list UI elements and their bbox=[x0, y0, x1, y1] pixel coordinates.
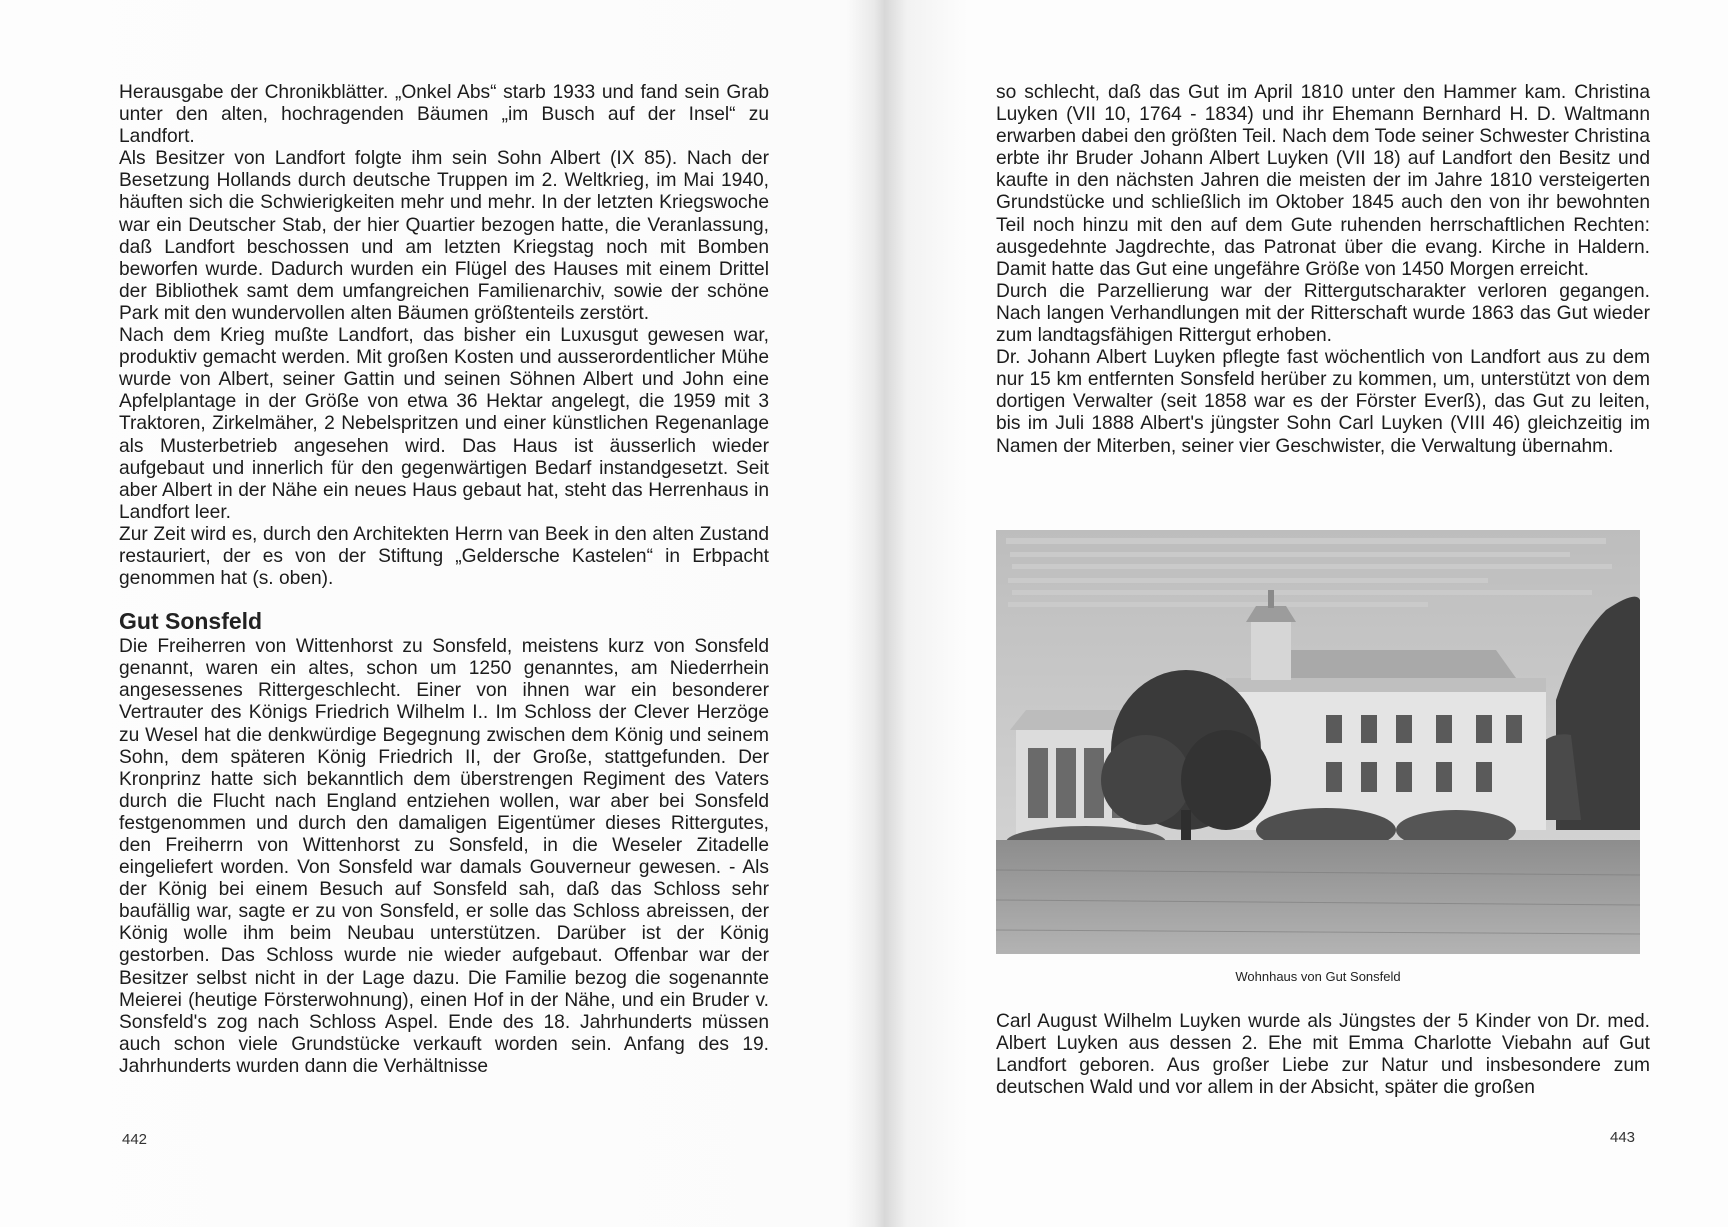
house-photo-illustration bbox=[996, 530, 1640, 954]
paragraph: Zur Zeit wird es, durch den Architekten Herrn van Beek in den alten Zustand restauriert, der es von der Stiftung „Geldersche Kastelen“ in Erbpacht genommen hat (s. oben). bbox=[119, 523, 769, 590]
paragraph: Nach dem Krieg mußte Landfort, das bisher ein Luxusgut gewesen war, produktiv gemacht werden. Mit großen Kosten und ausserordentlicher Mühe wurde von Albert, seiner Gattin und seinen Söhnen Albert und John eine Apfelplantage in der Größe von etwa 36 Hektar angelegt, die 1959 mit 3 Traktoren, Zirkelmäher, 2 Nebelspritzen und einer künstlichen Regenanlage als Musterbetrieb angesehen wird. Das Haus ist äusserlich wieder aufgebaut und innerlich für den gegenwärtigen Bedarf instandgesetzt. Seit aber Albert in der Nähe ein neues Haus gebaut hat, steht das Herrenhaus in Landfort leer. bbox=[119, 325, 769, 523]
paragraph: so schlecht, daß das Gut im April 1810 unter den Hammer kam. Christina Luyken (VII 10, 1764 - 1834) und ihr Ehemann Bernhard H. D. Waltmann erwarben dabei den größten Teil. Nach dem Tode seiner Schwester Christina erbte ihr Bruder Johann Albert Luyken (VII 18) auf Landfort den Besitz und kaufte in den nächsten Jahren die meisten der im Jahre 1810 versteigerten Grundstücke und schließlich im Oktober 1845 auch den von ihr bewohnten Teil noch hinzu mit den auf dem Gute ruhenden herrschaftlichen Rechten: ausgedehnte Jagdrechte, das Patronat über die evang. Kirche in Haldern. Damit hatte das Gut eine ungefähre Größe von 1450 Morgen erreicht. bbox=[996, 82, 1650, 280]
paragraph: Carl August Wilhelm Luyken wurde als Jüngstes der 5 Kinder von Dr. med. Albert Luyken aus dessen 2. Ehe mit Emma Charlotte Viebahn auf Gut Landfort geboren. Aus großer Liebe zur Natur und insbesondere zum deutschen Wald und vor allem in der Absicht, später die großen bbox=[996, 1011, 1650, 1099]
photo-caption: Wohnhaus von Gut Sonsfeld bbox=[1235, 969, 1401, 984]
photo-house bbox=[996, 530, 1640, 954]
page-number: 443 bbox=[1610, 1129, 1636, 1146]
paragraph: Herausgabe der Chronikblätter. „Onkel Abs“ starb 1933 und fand sein Grab unter den alten, hochragenden Bäumen „im Busch auf der Insel“ zu Landfort. bbox=[119, 82, 769, 148]
page-number: 442 bbox=[122, 1131, 148, 1148]
left-text-column bbox=[119, 82, 769, 1078]
right-bottom-text bbox=[996, 1011, 1650, 1099]
paragraph: Die Freiherren von Wittenhorst zu Sonsfeld, meistens kurz von Sonsfeld genannt, waren ein altes, schon um 1250 genanntes, am Niederrhein angesessenes Rittergeschlecht. Einer von ihnen war ein besonderer Vertrauter des Königs Friedrich Wilhelm I.. Im Schloss der Clever Herzöge zu Wesel hat die denkwürdige Begegnung zwischen dem König und seinem Sohn, dem späteren König Friedrich II, der Große, stattgefunden. Der Kronprinz hatte sich bekanntlich dem überstrengen Regiment des Vaters durch die Flucht nach England entziehen wollen, war aber bei Sonsfeld festgenommen und durch den damaligen Eigentümer dieses Rittergutes, den Freiherrn von Wittenhorst zu Sonsfeld, in die Weseler Zitadelle eingeliefert worden. Von Sonsfeld war damals Gouverneur gewesen. - Als der König bei einem Besuch auf Sonsfeld sah, daß das Schloss sehr baufällig war, sagte er zu von Sonsfeld, er solle das Schloss abreissen, der König wolle ihm beim Neubau unterstützen. Darüber ist der König gestorben. Das Schloss wurde nie wieder aufgebaut. Offenbar war der Besitzer selbst nicht in der Lage dazu. Die Familie bezog die sogenannte Meierei (heutige Försterwohnung), einen Hof in der Nähe, und ein Bruder v. Sonsfeld's zog nach Schloss Aspel. Ende des 18. Jahrhunderts müssen auch schon viele Grundstücke verkauft worden sein. Anfang des 19. Jahrhunderts wurden dann die Verhältnisse bbox=[119, 636, 769, 1077]
paragraph: Als Besitzer von Landfort folgte ihm sein Sohn Albert (IX 85). Nach der Besetzung Hollands durch deutsche Truppen im 2. Weltkrieg, im Mai 1940, häuften sich die Schwierigkeiten mehr und mehr. In der letzten Kriegswoche war ein Deutscher Stab, der hier Quartier bezogen hatte, die Veranlassung, daß Landfort beschossen und am letzten Kriegstag noch mit Bomben beworfen wurde. Dadurch wurden ein Flügel des Hauses mit einem Drittel der Bibliothek samt dem umfangreichen Familienarchiv, sowie der schöne Park mit den wundervollen alten Bäumen größtenteils zerstört. bbox=[119, 148, 769, 324]
right-page bbox=[870, 0, 1728, 1227]
paragraph: Dr. Johann Albert Luyken pflegte fast wöchentlich von Landfort aus zu dem nur 15 km entfernten Sonsfeld herüber zu kommen, um, unterstützt von dem dortigen Verwalter (seit 1858 war es der Förster Everß), das Gut zu leiten, bis im Juli 1888 Albert's jüngster Sohn Carl Luyken (VIII 46) gleichzeitig im Namen der Miterben, seiner vier Geschwister, die Verwaltung übernahm. bbox=[996, 347, 1650, 457]
section-heading: Gut Sonsfeld bbox=[119, 608, 263, 635]
right-text-column bbox=[996, 82, 1650, 458]
paragraph: Durch die Parzellierung war der Rittergutscharakter verloren gegangen. Nach langen Verhandlungen mit der Ritterschaft wurde 1863 das Gut wieder zum landtagsfähigen Rittergut erhoben. bbox=[996, 280, 1650, 347]
